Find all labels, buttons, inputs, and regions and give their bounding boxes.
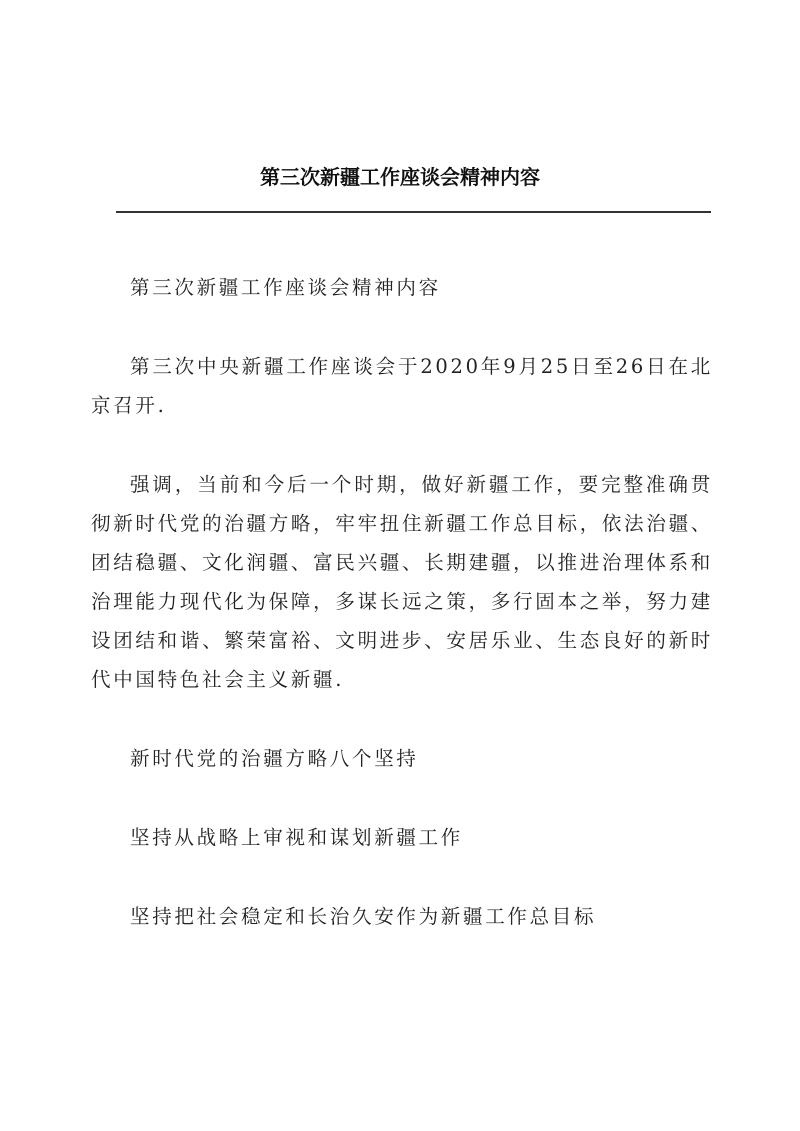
document-title: 第三次新疆工作座谈会精神内容: [260, 165, 540, 189]
document-body: [91, 268, 713, 976]
paragraph-principle-2: 坚持把社会稳定和长治久安作为新疆工作总目标: [130, 905, 597, 928]
paragraph-emphasis: 强调，当前和今后一个时期，做好新疆工作，要完整准确贯彻新时代党的治疆方略，牢牢扭住新疆工作总目标，依法治疆、团结稳疆、文化润疆、富民兴疆、长期建疆，以推进治理体系和治理能力现代化为保障，多谋长远之策，多行固本之举，努力建设团结和谐、繁荣富裕、文明进步、安居乐业、生态良好的新时代中国特色社会主义新疆.: [91, 473, 713, 691]
paragraph-meeting-date: 第三次中央新疆工作座谈会于2020年9月25日至26日在北京召开.: [91, 355, 713, 417]
paragraph-principle-1: 坚持从战略上审视和谋划新疆工作: [130, 826, 464, 849]
paragraph-eight-principles: 新时代党的治疆方略八个坚持: [130, 747, 419, 770]
paragraph-subtitle: 第三次新疆工作座谈会精神内容: [130, 276, 441, 299]
title-divider: [116, 211, 711, 213]
